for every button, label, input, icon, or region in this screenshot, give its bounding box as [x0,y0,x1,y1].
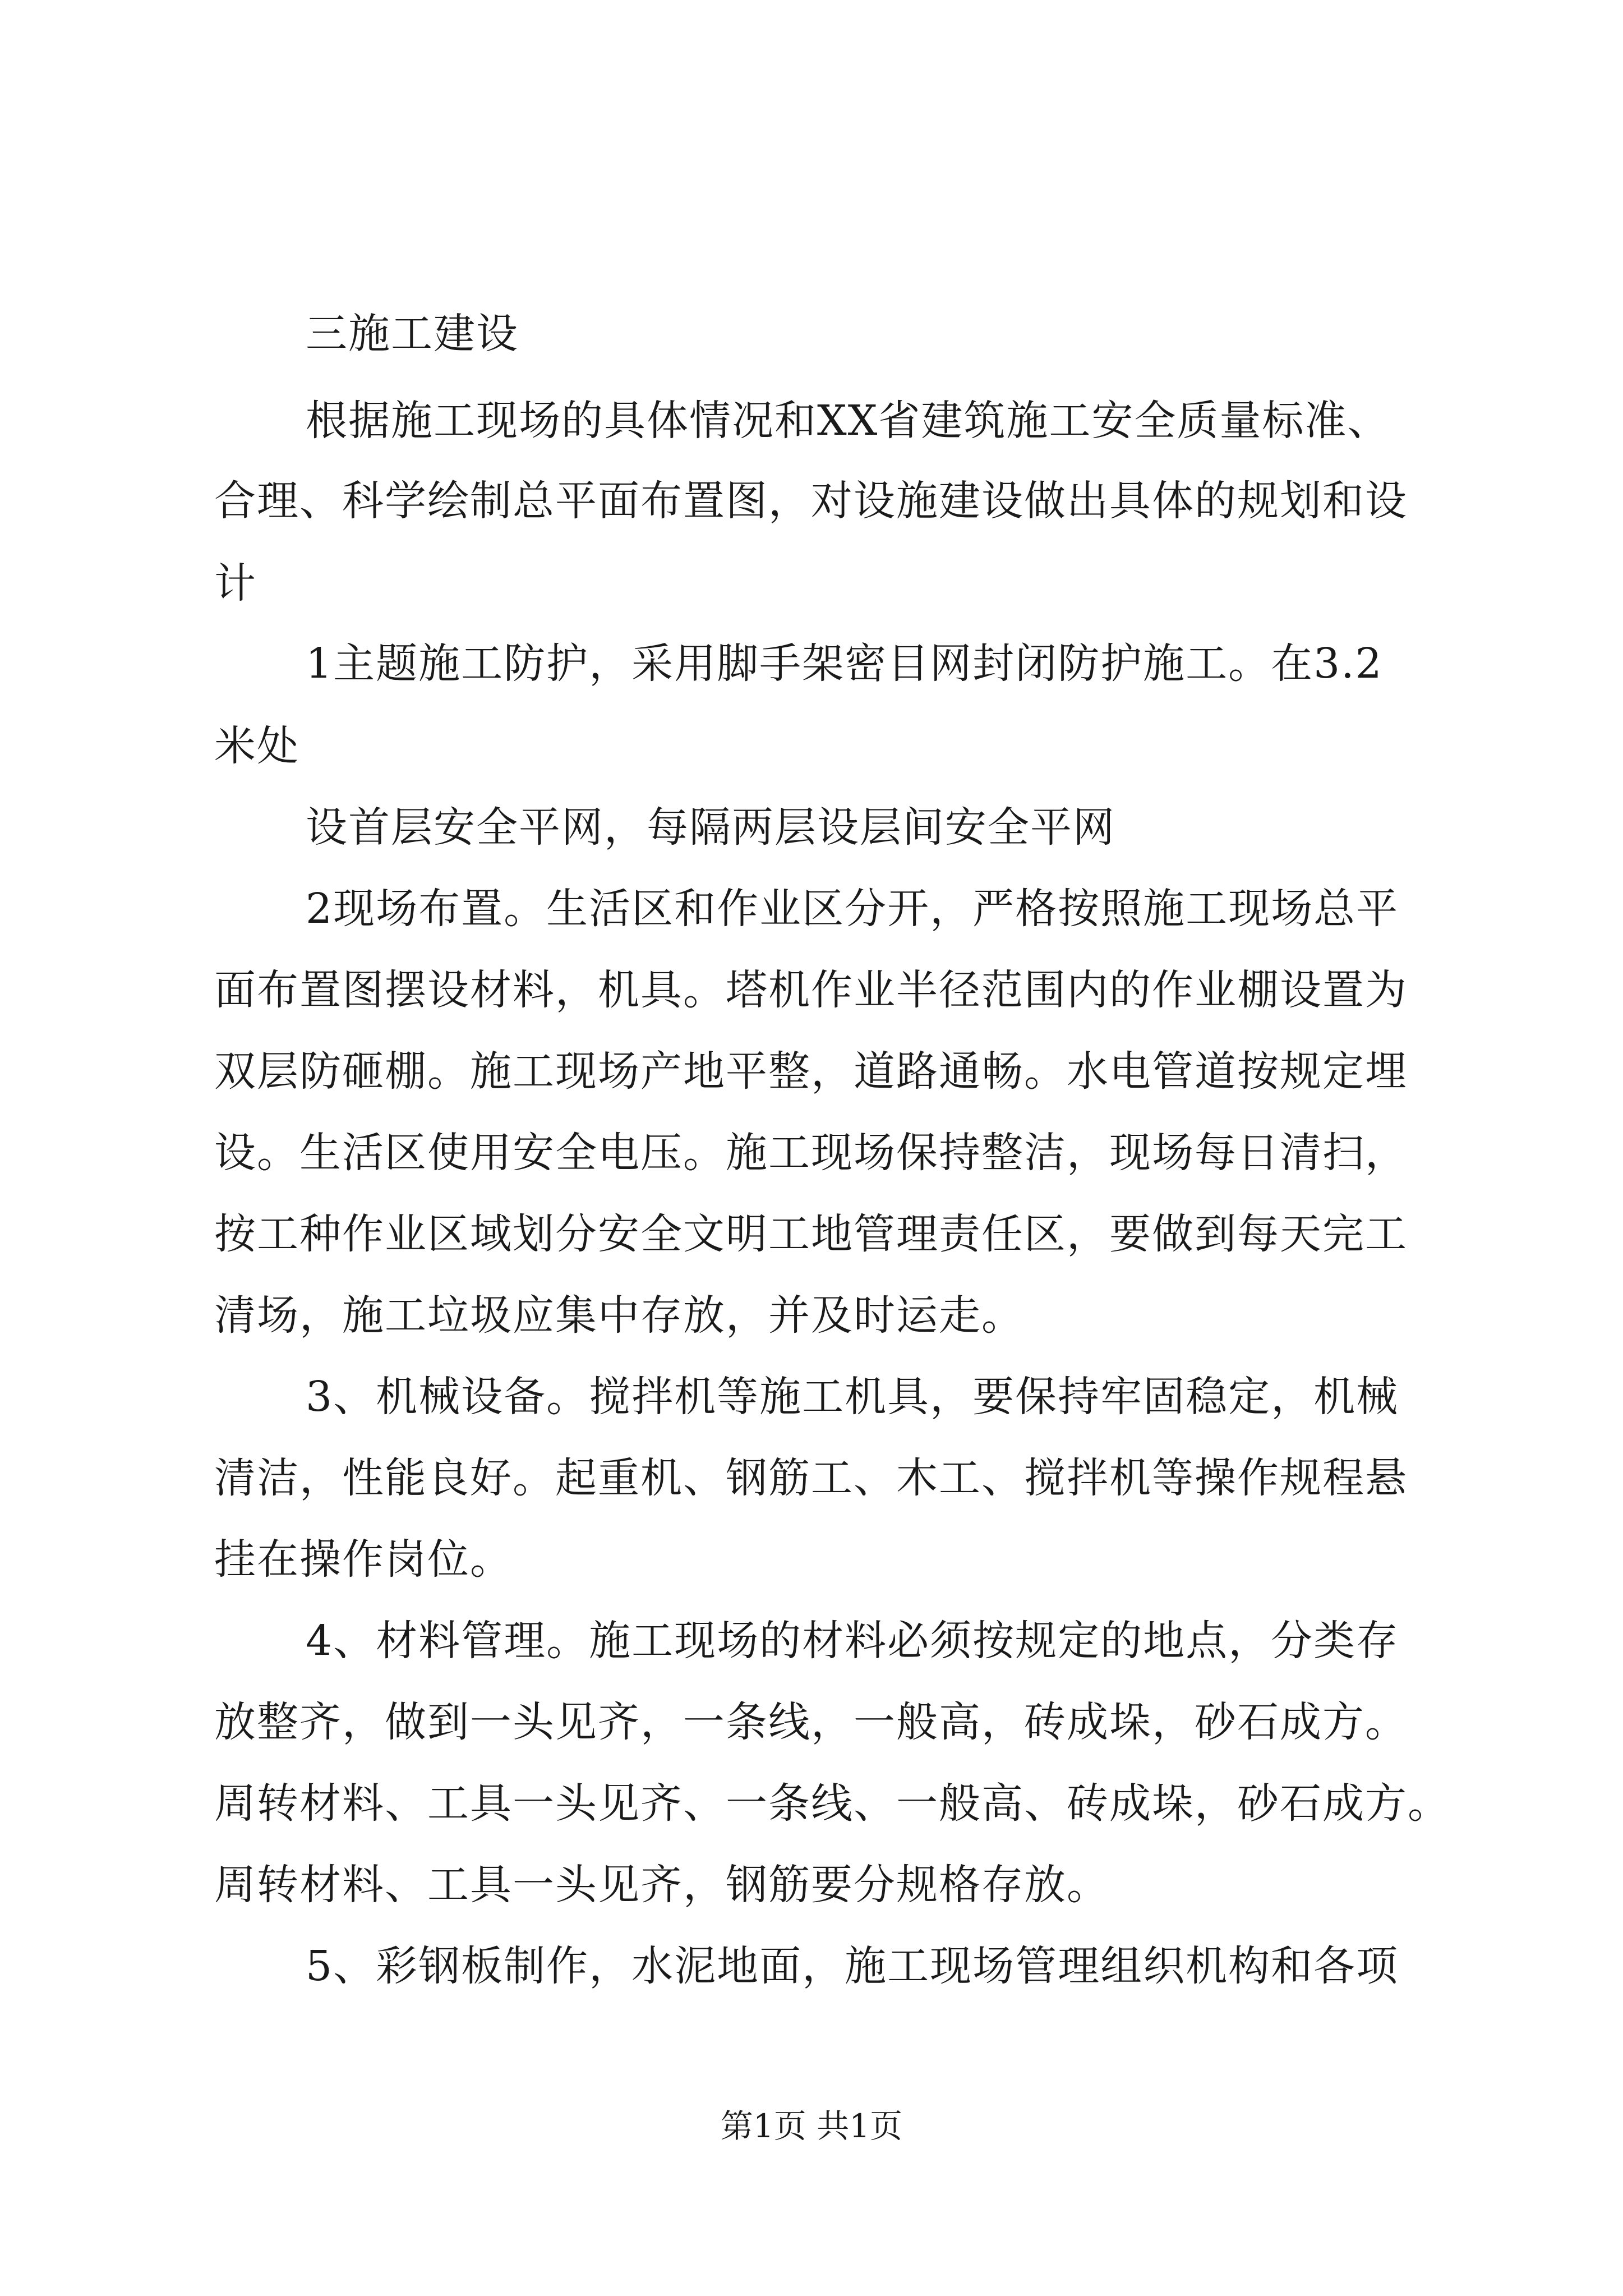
page-number-footer: 第1页 共1页 [720,2107,903,2145]
paragraph-line: 4、材料管理。施工现场的材料必须按规定的地点，分类存 [306,1617,1399,1665]
paragraph-line: 面布置图摆设材料，机具。塔机作业半径范围内的作业棚设置为 [214,966,1408,1014]
paragraph-line: 挂在操作岗位。 [214,1535,513,1584]
paragraph-line: 1主题施工防护，采用脚手架密目网封闭防护施工。在3.2 [306,639,1383,688]
paragraph-line: 设首层安全平网，每隔两层设层间安全平网 [306,803,1115,852]
paragraph-line: 设。生活区使用安全电压。施工现场保持整洁，现场每日清扫， [214,1129,1408,1177]
paragraph-line: 计 [214,559,257,608]
paragraph-line: 清洁，性能良好。起重机、钢筋工、木工、搅拌机等操作规程悬 [214,1454,1408,1502]
paragraph-line: 双层防砸棚。施工现场产地平整，道路通畅。水电管道按规定埋 [214,1047,1408,1096]
paragraph-line: 5、彩钢板制作，水泥地面，施工现场管理组织机构和各项 [306,1942,1399,1990]
paragraph-line: 周转材料、工具一头见齐，钢筋要分规格存放。 [214,1861,1109,1909]
paragraph-line: 周转材料、工具一头见齐、一条线、一般高、砖成垛，砂石成方。 [214,1779,1450,1828]
section-heading: 三施工建设 [306,310,519,358]
paragraph-line: 合理、科学绘制总平面布置图，对设施建设做出具体的规划和设 [214,477,1408,525]
paragraph-line: 按工种作业区域划分安全文明工地管理责任区，要做到每天完工 [214,1210,1408,1258]
paragraph-line: 2现场布置。生活区和作业区分开，严格按照施工现场总平 [306,885,1399,933]
paragraph-line: 根据施工现场的具体情况和XX省建筑施工安全质量标准、 [306,397,1390,445]
paragraph-line: 3、机械设备。搅拌机等施工机具，要保持牢固稳定，机械 [306,1373,1399,1421]
paragraph-line: 米处 [214,722,299,770]
paragraph-line: 放整齐，做到一头见齐，一条线，一般高，砖成垛，砂石成方。 [214,1698,1408,1746]
paragraph-line: 清场，施工垃圾应集中存放，并及时运走。 [214,1291,1024,1340]
